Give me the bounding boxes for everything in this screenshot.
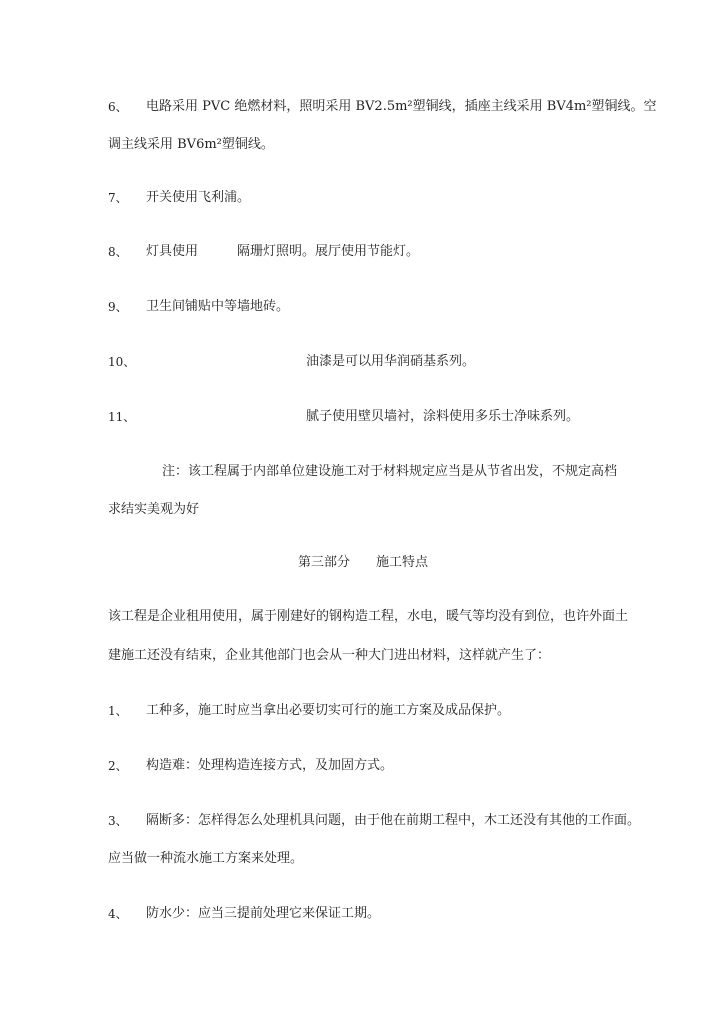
point-1-text: 工种多，施工时应当拿出必要切实可行的施工方案及成品保护。 [146,703,511,718]
item-9-text: 卫生间铺贴中等墙地砖。 [146,299,290,314]
item-8-number: 8、 [108,245,128,259]
note-line-2: 求结实美观为好 [108,502,200,517]
point-3-continuation: 应当做一种流水施工方案来处理。 [108,851,304,866]
intro-line-1: 该工程是企业租用使用，属于刚建好的钢构造工程，水电，暖气等均没有到位，也许外面土 [108,609,629,624]
point-2-number: 2、 [108,759,128,773]
item-10-text: 油漆是可以用华润硝基系列。 [306,354,476,369]
item-9-number: 9、 [108,300,128,314]
item-10-number: 10、 [108,355,136,369]
item-11-text: 腻子使用壁贝墙衬，涂料使用多乐士净味系列。 [306,409,580,424]
point-2-text: 构造难：处理构造连接方式，及加固方式。 [146,758,394,773]
section-title: 第三部分 施工特点 [298,555,429,570]
item-6-text: 电路采用 PVC 绝燃材料，照明采用 BV2.5m²塑铜线，插座主线采用 BV4m²塑铜线。空 [146,99,657,114]
item-11-number: 11、 [108,410,136,424]
intro-line-2: 建施工还没有结束，企业其他部门也会从一种大门进出材料，这样就产生了： [108,648,551,663]
item-7-text: 开关使用飞利浦。 [146,190,251,205]
item-8-text: 灯具使用 隔珊灯照明。展厅使用节能灯。 [146,244,420,259]
note-line-1: 注：该工程属于内部单位建设施工对于材料规定应当是从节省出发，不规定高档 [162,464,618,479]
point-3-number: 3、 [108,814,128,828]
point-3-text: 隔断多：怎样得怎么处理机具问题，由于他在前期工程中，木工还没有其他的工作面。 [146,813,641,828]
item-6-continuation: 调主线采用 BV6m²塑铜线。 [108,137,274,152]
item-7-number: 7、 [108,191,128,205]
point-4-number: 4、 [108,907,128,921]
item-6-number: 6、 [108,100,128,114]
point-4-text: 防水少：应当三提前处理它来保证工期。 [146,906,381,921]
point-1-number: 1、 [108,704,128,718]
